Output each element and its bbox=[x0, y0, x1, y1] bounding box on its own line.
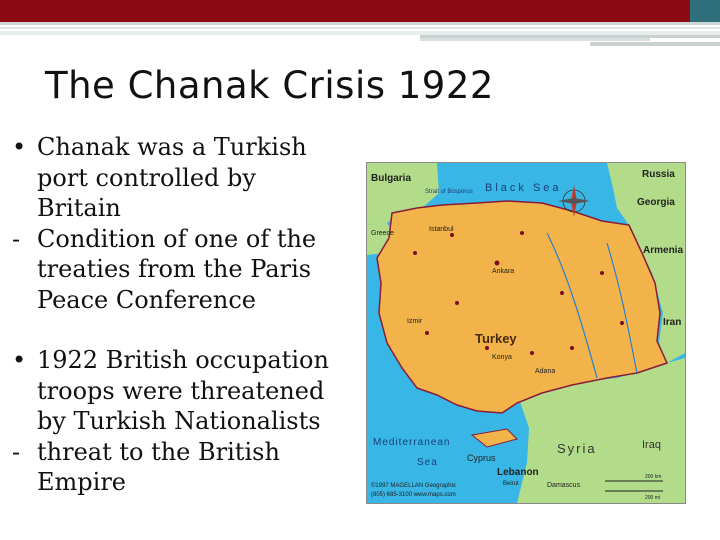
bullet-item bbox=[12, 132, 342, 224]
bullet-text: 1922 British occupation troops were threatened by Turkish Nationalists bbox=[37, 346, 329, 435]
label-adana: Adana bbox=[535, 368, 556, 375]
label-iraq: Iraq bbox=[642, 439, 661, 451]
label-armenia: Armenia bbox=[643, 245, 684, 256]
top-accent-corner bbox=[690, 0, 720, 22]
label-russia: Russia bbox=[642, 169, 675, 180]
bullet-marker: • bbox=[12, 346, 27, 374]
scale-label-mi: 200 mi bbox=[645, 495, 661, 501]
label-strait: Strait of Bosporus bbox=[425, 189, 473, 195]
header-stripes bbox=[0, 22, 720, 52]
map-phone: (805) 685-3100 www.maps.com bbox=[371, 492, 456, 498]
label-lebanon: Lebanon bbox=[497, 467, 539, 478]
turkey-map bbox=[366, 162, 686, 504]
label-bulgaria: Bulgaria bbox=[371, 173, 412, 184]
label-sea: Sea bbox=[417, 457, 438, 468]
bullet-marker: - bbox=[12, 437, 21, 466]
label-cyprus: Cyprus bbox=[467, 453, 496, 463]
label-iran: Iran bbox=[663, 317, 682, 328]
slide-title: The Chanak Crisis 1922 bbox=[45, 64, 494, 107]
bullet-item bbox=[12, 345, 342, 437]
bullet-item bbox=[12, 224, 342, 316]
label-syria: Syria bbox=[557, 441, 597, 456]
bullet-text: Condition of one of the treaties from the Paris Peace Conference bbox=[37, 224, 317, 314]
bullet-text: Chanak was a Turkish port controlled by Britain bbox=[37, 133, 307, 222]
label-mediterranean: Mediterranean bbox=[373, 437, 451, 448]
map-svg bbox=[367, 163, 685, 503]
label-ankara: Ankara bbox=[492, 268, 515, 275]
label-damascus: Damascus bbox=[547, 482, 581, 489]
bullet-marker: • bbox=[12, 133, 27, 161]
bullet-list bbox=[12, 132, 342, 498]
bullet-item bbox=[12, 437, 342, 498]
label-greece: Greece bbox=[371, 230, 394, 237]
label-black-sea: Black Sea bbox=[485, 182, 562, 194]
bullet-marker: - bbox=[12, 224, 21, 253]
scale-label-km: 200 km bbox=[645, 474, 662, 480]
label-georgia: Georgia bbox=[637, 197, 675, 208]
label-beirut: Beirut bbox=[503, 481, 519, 487]
label-turkey: Turkey bbox=[475, 331, 517, 346]
bullet-text: threat to the British Empire bbox=[37, 437, 280, 496]
label-konya: Konya bbox=[492, 354, 512, 361]
top-accent-bar bbox=[0, 0, 720, 22]
map-copyright: ©1997 MAGELLAN Geographix bbox=[371, 483, 456, 489]
label-istanbul: Istanbul bbox=[429, 226, 454, 233]
label-izmir: Izmir bbox=[407, 318, 423, 325]
